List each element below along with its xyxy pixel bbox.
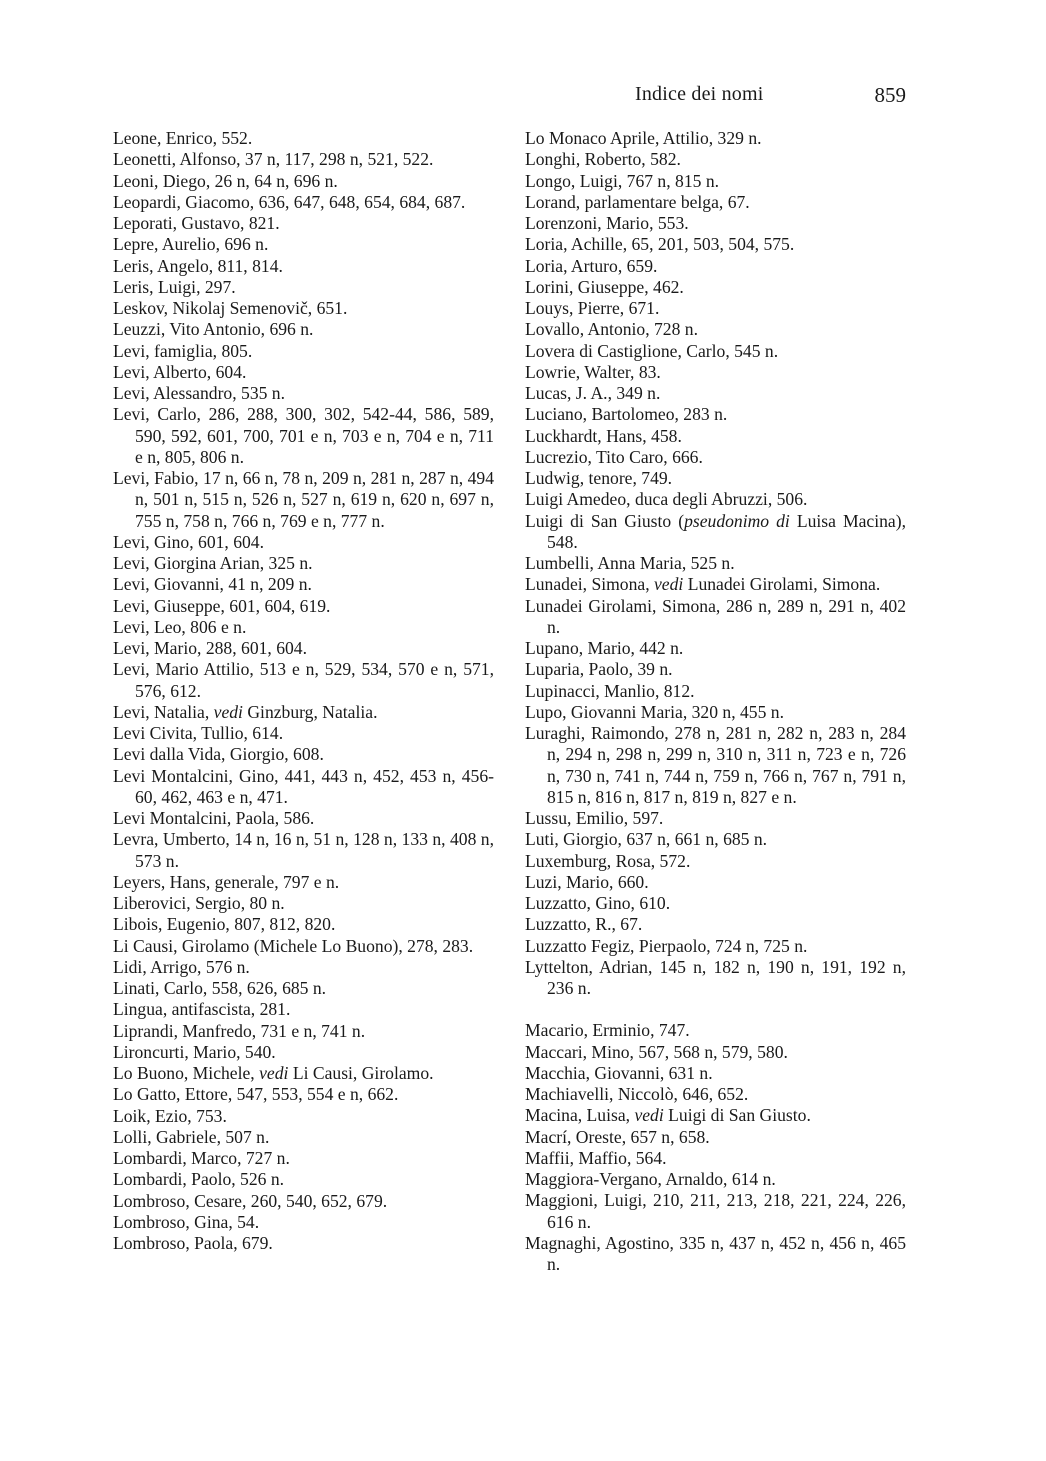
index-entry: Macario, Erminio, 747. [525, 1020, 690, 1041]
index-entry: Linati, Carlo, 558, 626, 685 n. [113, 978, 327, 998]
index-entry: Luzi, Mario, 660. [525, 871, 649, 892]
index-entry: Lowrie, Walter, 83. [525, 361, 661, 382]
index-entry: Machiavelli, Niccolò, 646, 652. [525, 1084, 749, 1104]
index-entry: Leyers, Hans, generale, 797 e n. [113, 871, 340, 892]
index-entry: Lussu, Emilio, 597. [525, 808, 664, 828]
entry-name: Levi, Natalia, [113, 701, 214, 722]
entry-name: Lo Buono, Michele, [113, 1063, 260, 1083]
index-entry: Lironcurti, Mario, 540. [113, 1041, 276, 1062]
index-entry: Lupinacci, Manlio, 812. [525, 680, 695, 701]
cross-reference-target: Li Causi, Girolamo. [288, 1063, 434, 1083]
index-entry: Loria, Achille, 65, 201, 503, 504, 575. [525, 234, 795, 255]
index-entry: Levi, Mario Attilio, 513 e n, 529, 534, 570 e n, 571, 576, 612. [113, 659, 494, 701]
index-entry: Lorini, Giuseppe, 462. [525, 276, 684, 297]
page-number: 859 [874, 83, 906, 107]
index-entry: Libois, Eugenio, 807, 812, 820. [113, 914, 336, 935]
index-entry: Maffii, Maffio, 564. [525, 1147, 667, 1168]
index-entry: Luciano, Bartolomeo, 283 n. [525, 404, 728, 425]
index-entry: Levi, Giorgina Arian, 325 n. [113, 553, 313, 573]
index-entry: Lombardi, Marco, 727 n. [113, 1148, 290, 1168]
cross-reference-marker: vedi [654, 574, 684, 595]
index-entry: Liberovici, Sergio, 80 n. [113, 893, 285, 913]
index-entry: Luzzatto Fegiz, Pierpaolo, 724 n, 725 n. [525, 935, 808, 956]
index-entry: Ludwig, tenore, 749. [525, 468, 673, 488]
index-entry: Leskov, Nikolaj Semenovič, 651. [113, 298, 348, 318]
index-entry: Levi, Gino, 601, 604. [113, 531, 264, 552]
index-entry: Longhi, Roberto, 582. [525, 149, 681, 170]
index-entry: Levi, Fabio, 17 n, 66 n, 78 n, 209 n, 281 n, 287 n, 494 n, 501 n, 515 n, 526 n, 527 n, 619 n, 620 n, 697 n, 755 n, 758 n, 766 n, 769 e n, 777 n. [113, 468, 494, 531]
index-entry: Lunadei Girolami, Simona, 286 n, 289 n, 291 n, 402 n. [525, 595, 906, 637]
running-header [630, 80, 906, 110]
index-entry: Leporati, Gustavo, 821. [113, 213, 280, 233]
index-entry: Lyttelton, Adrian, 145 n, 182 n, 190 n, 191, 192 n, 236 n. [525, 956, 906, 998]
index-entry: Luzzatto, Gino, 610. [525, 893, 671, 913]
index-entry: Lo Gatto, Ettore, 547, 553, 554 e n, 662. [113, 1084, 399, 1105]
index-entry: Loik, Ezio, 753. [113, 1105, 227, 1126]
index-entry: Macrí, Oreste, 657 n, 658. [525, 1126, 710, 1147]
index-entry: Lepre, Aurelio, 696 n. [113, 234, 269, 255]
index-entry: Leone, Enrico, 552. [113, 128, 253, 148]
index-entry: Levi, Mario, 288, 601, 604. [113, 638, 307, 658]
index-entry: Luxemburg, Rosa, 572. [525, 850, 691, 871]
index-entry: Lumbelli, Anna Maria, 525 n. [525, 553, 735, 573]
index-entry: Loria, Arturo, 659. [525, 255, 658, 276]
index-entry: Lingua, antifascista, 281. [113, 999, 291, 1020]
index-column-left [113, 128, 494, 1254]
index-entry: Levi, famiglia, 805. [113, 340, 253, 361]
index-entry: Lolli, Gabriele, 507 n. [113, 1126, 270, 1147]
index-entry: Li Causi, Girolamo (Michele Lo Buono), 278, 283. [113, 935, 474, 956]
index-column-right [525, 128, 906, 1275]
index-entry: Luigi Amedeo, duca degli Abruzzi, 506. [525, 489, 808, 510]
index-entry: Levi, Giovanni, 41 n, 209 n. [113, 574, 312, 595]
index-entry: Luparia, Paolo, 39 n. [525, 659, 673, 680]
index-entry: Levi, Leo, 806 e n. [113, 616, 247, 637]
index-entry: Levi Montalcini, Paola, 586. [113, 808, 315, 828]
index-entry: Lupo, Giovanni Maria, 320 n, 455 n. [525, 701, 784, 722]
index-entry: Macchia, Giovanni, 631 n. [525, 1062, 713, 1083]
index-entry: Magnaghi, Agostino, 335 n, 437 n, 452 n, 456 n, 465 n. [525, 1232, 906, 1274]
index-entry: Louys, Pierre, 671. [525, 298, 660, 318]
index-entry: Lorenzoni, Mario, 553. [525, 213, 689, 233]
index-entry: Leris, Luigi, 297. [113, 276, 236, 297]
cross-reference-target: Luisa Macina), 548. [547, 510, 906, 552]
index-entry: Levi, Giuseppe, 601, 604, 619. [113, 595, 331, 616]
index-entry: Lombroso, Paola, 679. [113, 1233, 273, 1253]
index-entry: Levi Civita, Tullio, 614. [113, 723, 284, 743]
entry-name: Macina, Luisa, [525, 1105, 635, 1126]
index-entry: Levra, Umberto, 14 n, 16 n, 51 n, 128 n, 133 n, 408 n, 573 n. [113, 829, 494, 871]
cross-reference-target: Lunadei Girolami, Simona. [683, 574, 881, 595]
entry-name: Luigi di San Giusto ( [525, 510, 685, 531]
running-title: Indice dei nomi [635, 83, 764, 105]
index-entry: Lovallo, Antonio, 728 n. [525, 319, 698, 340]
index-entry: Lombroso, Cesare, 260, 540, 652, 679. [113, 1190, 388, 1211]
cross-reference-target: Ginzburg, Natalia. [242, 701, 378, 722]
cross-reference-marker: vedi [259, 1063, 289, 1083]
index-entry: Leoni, Diego, 26 n, 64 n, 696 n. [113, 170, 338, 191]
index-entry [525, 511, 906, 554]
index-entry: Lidi, Arrigo, 576 n. [113, 956, 250, 977]
index-entry: Levi dalla Vida, Giorgio, 608. [113, 744, 324, 765]
index-entry [113, 1063, 494, 1084]
entry-name: Lunadei, Simona, [525, 574, 654, 595]
index-entry: Maccari, Mino, 567, 568 n, 579, 580. [525, 1041, 788, 1062]
index-entry [525, 574, 906, 595]
index-entry: Levi, Alberto, 604. [113, 361, 247, 382]
index-entry: Maggiora-Vergano, Arnaldo, 614 n. [525, 1169, 776, 1189]
index-entry: Lo Monaco Aprile, Attilio, 329 n. [525, 128, 762, 148]
index-entry: Lombroso, Gina, 54. [113, 1211, 260, 1232]
index-entry: Lombardi, Paolo, 526 n. [113, 1169, 285, 1190]
index-entry: Leopardi, Giacomo, 636, 647, 648, 654, 684, 687. [113, 191, 466, 212]
index-entry: Leuzzi, Vito Antonio, 696 n. [113, 319, 314, 340]
index-entry: Maggioni, Luigi, 210, 211, 213, 218, 221, 224, 226, 616 n. [525, 1190, 906, 1232]
cross-reference-marker: vedi [213, 701, 243, 722]
index-entry: Leonetti, Alfonso, 37 n, 117, 298 n, 521, 522. [113, 149, 434, 170]
index-entry: Levi Montalcini, Gino, 441, 443 n, 452, 453 n, 456-60, 462, 463 e n, 471. [113, 765, 494, 807]
cross-reference-marker: vedi [634, 1105, 664, 1126]
index-entry: Levi, Alessandro, 535 n. [113, 383, 286, 403]
index-entry: Lucas, J. A., 349 n. [525, 383, 661, 403]
index-entry: Liprandi, Manfredo, 731 e n, 741 n. [113, 1020, 366, 1041]
index-entry: Leris, Angelo, 811, 814. [113, 255, 283, 276]
index-entry: Levi, Carlo, 286, 288, 300, 302, 542-44, 586, 589, 590, 592, 601, 700, 701 e n, 703 e n, 704 e n, 711 e n, 805, 806 n. [113, 404, 494, 467]
index-entry: Lorand, parlamentare belga, 67. [525, 191, 750, 212]
cross-reference-target: Luigi di San Giusto. [663, 1105, 811, 1126]
index-entry: Luzzatto, R., 67. [525, 914, 643, 935]
cross-reference-marker: pseudonimo di [684, 510, 790, 531]
index-entry: Lucrezio, Tito Caro, 666. [525, 446, 703, 467]
index-entry [113, 702, 494, 723]
index-entry: Lupano, Mario, 442 n. [525, 638, 684, 658]
index-entry: Lovera di Castiglione, Carlo, 545 n. [525, 340, 779, 361]
index-entry: Luckhardt, Hans, 458. [525, 425, 682, 446]
index-entry: Longo, Luigi, 767 n, 815 n. [525, 170, 720, 191]
index-entry: Luti, Giorgio, 637 n, 661 n, 685 n. [525, 829, 768, 850]
index-entry [525, 1105, 906, 1126]
index-entry: Luraghi, Raimondo, 278 n, 281 n, 282 n, 283 n, 284 n, 294 n, 298 n, 299 n, 310 n, 311 n, 723 e n, 726 n, 730 n, 741 n, 744 n, 759 n, 766 n, 767 n, 791 n, 815 n, 816 n, 817 n, 819 n, 827 e n. [525, 723, 906, 807]
